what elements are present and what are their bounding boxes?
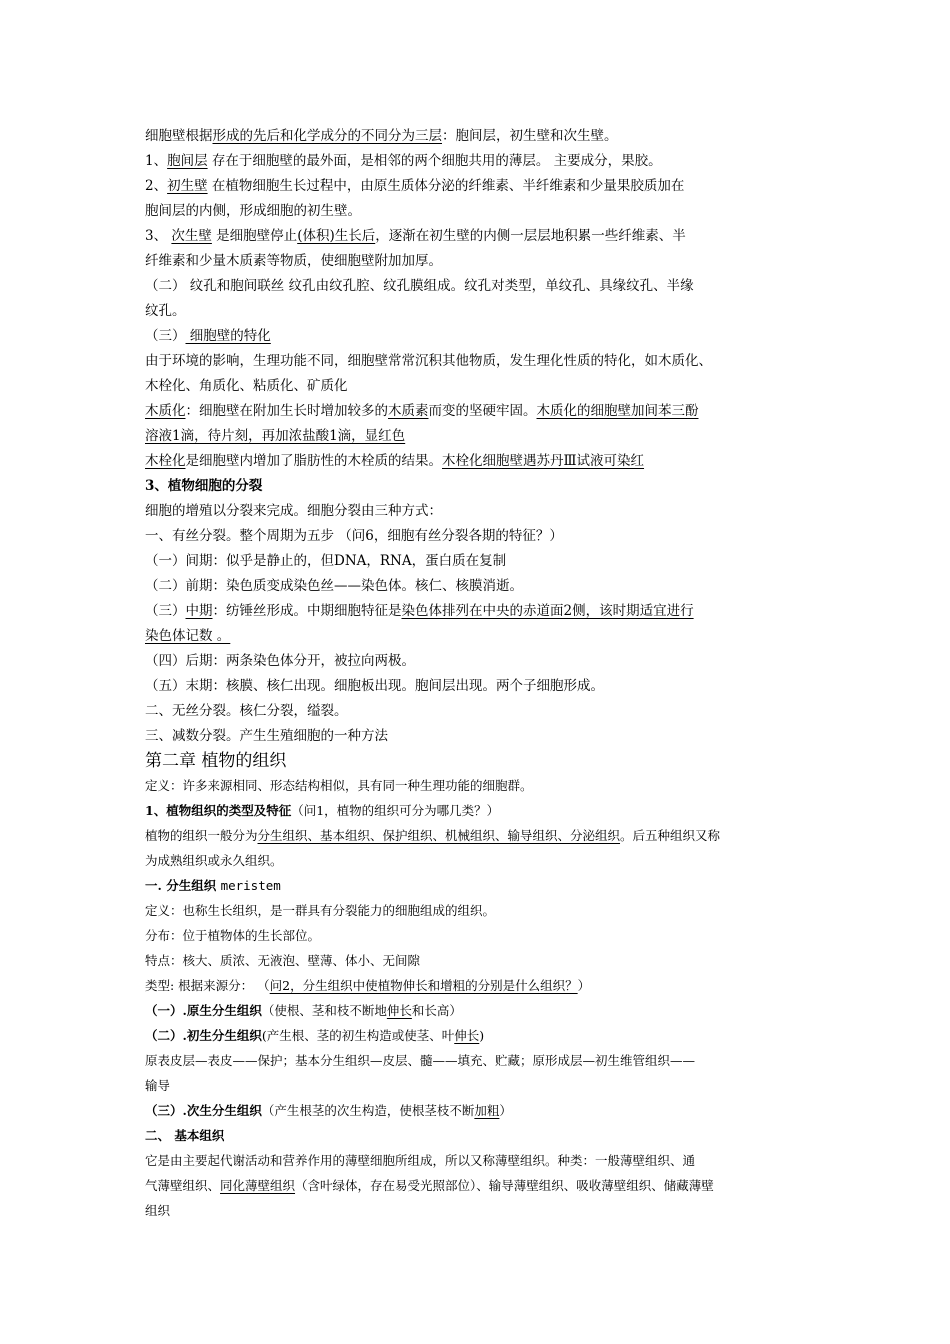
bold-text: （二）.初生分生组织 xyxy=(145,1028,262,1043)
underlined-text: 细胞壁的特化 xyxy=(185,328,271,344)
text-line xyxy=(145,1176,714,1196)
text-line: 木栓化、角质化、粘质化、矿质化 xyxy=(145,378,348,394)
underlined-text: 染色体记数 。 xyxy=(145,628,231,644)
text-line: 原表皮层—表皮——保护；基本分生组织—皮层、髓——填充、贮藏；原形成层—初生维管组织—— xyxy=(145,1053,696,1068)
text: （三） xyxy=(145,603,186,619)
text: 2、 xyxy=(145,178,168,194)
underlined-text: 同化薄壁组织 xyxy=(220,1178,296,1193)
text: 而变的坚硬牢固。 xyxy=(428,403,537,419)
subheading-meristem xyxy=(145,876,281,896)
text-line xyxy=(145,826,720,846)
paragraph-suberization xyxy=(145,451,644,471)
underlined-text: 问2，分生组织中使植物伸长和增粗的分别是什么组织？ xyxy=(269,978,578,993)
term-middle-lamella: 胞间层 xyxy=(167,153,208,169)
text: ) xyxy=(479,1028,485,1043)
text-line xyxy=(145,626,230,646)
text: meristem xyxy=(220,878,281,893)
text-line: 细胞的增殖以分裂来完成。细胞分裂由三种方式： xyxy=(145,503,442,519)
text: 是细胞壁停止 xyxy=(211,228,298,244)
text: （问1，植物的组织可分为哪几类？） xyxy=(291,803,500,818)
item-primary-wall xyxy=(145,176,684,196)
text-line: 定义：也称生长组织，是一群具有分裂能力的细胞组成的组织。 xyxy=(145,903,496,918)
text-line: 三、减数分裂。产生生殖细胞的一种方法 xyxy=(145,728,388,744)
term-metaphase: 中期 xyxy=(185,603,213,619)
text: 1、 xyxy=(145,153,168,169)
item-metaphase xyxy=(145,601,694,621)
item-promeristem xyxy=(145,1001,462,1021)
text-line xyxy=(145,426,405,446)
term-lignin: 木质素 xyxy=(388,403,429,419)
text-line: 纤维素和少量木质素等物质，使细胞壁附加加厚。 xyxy=(145,253,442,269)
text: ：胞间层，初生壁和次生壁。 xyxy=(442,128,618,144)
text-line: 它是由主要起代谢活动和营养作用的薄壁细胞所组成，所以又称薄壁组织。种类：一般薄壁组织、通 xyxy=(145,1153,696,1168)
section-heading-tissue-types xyxy=(145,801,499,821)
chapter-title: 第二章 植物的组织 xyxy=(145,751,287,771)
text: ：细胞壁在附加生长时增加较多的 xyxy=(185,403,388,419)
text: 类型: 根据来源分： （ xyxy=(145,978,270,993)
term-primary-wall: 初生壁 xyxy=(167,178,208,194)
item-secondary-wall xyxy=(145,226,686,246)
section-heading-cell-division: 3、植物细胞的分裂 xyxy=(145,478,263,494)
item-middle-lamella xyxy=(145,151,662,171)
bold-text: 1、植物组织的类型及特征 xyxy=(145,803,292,818)
text-line-definition: 定义：许多来源相同、形态结构相似，具有同一种生理功能的细胞群。 xyxy=(145,778,533,793)
text: ） xyxy=(499,1103,512,1118)
paragraph-cell-wall-layers xyxy=(145,126,618,146)
underlined-text: 分生组织、基本组织、保护组织、机械组织、输导组织、分泌组织 xyxy=(257,828,621,843)
text: （三） xyxy=(145,328,186,344)
underlined-text: 伸长 xyxy=(386,1003,412,1018)
subheading-wall-specialization xyxy=(145,326,271,346)
text-line: （五）末期：核膜、核仁出现。细胞板出现。胞间层出现。两个子细胞形成。 xyxy=(145,678,604,694)
text: 是细胞壁内增加了脂肪性的木栓质的结果。 xyxy=(185,453,442,469)
text-line: 胞间层的内侧，形成细胞的初生壁。 xyxy=(145,203,361,219)
bold-text: （一）.原生分生组织 xyxy=(145,1003,262,1018)
term-secondary-wall: 次生壁 xyxy=(171,228,212,244)
term-lignification: 木质化 xyxy=(145,403,186,419)
text: (产生根、茎的初生构造或使茎、叶 xyxy=(261,1028,455,1043)
text-line: 输导 xyxy=(145,1078,171,1093)
text: 细胞壁根据 xyxy=(145,128,213,144)
paragraph-lignification xyxy=(145,401,699,421)
text-line-pits: （二） 纹孔和胞间联丝 纹孔由纹孔腔、纹孔膜组成。纹孔对类型，单纹孔、具缘纹孔、半缘 xyxy=(145,278,694,294)
text: 植物的组织一般分为 xyxy=(145,828,258,843)
underlined-text: 木质化的细胞壁加间苯三酚 xyxy=(536,403,699,419)
text: ） xyxy=(577,978,591,993)
bold-text: （三）.次生分生组织 xyxy=(145,1103,262,1118)
text-line: （四）后期：两条染色体分开，被拉向两极。 xyxy=(145,653,415,669)
underlined-text: 溶液1滴，待片刻，再加浓盐酸1滴，显红色 xyxy=(145,428,406,444)
text: 存在于细胞壁的最外面，是相邻的两个细胞共用的薄层。 主要成分，果胶。 xyxy=(207,153,662,169)
underlined-text: 木栓化细胞壁遇苏丹Ⅲ试液可染红 xyxy=(442,453,645,469)
text-line: （一）间期：似乎是静止的，但DNA，RNA，蛋白质在复制 xyxy=(145,553,507,569)
underlined-text: 伸长 xyxy=(454,1028,480,1043)
text-line xyxy=(145,976,590,996)
text: 和长高） xyxy=(411,1003,462,1018)
text: 气薄壁组织、 xyxy=(145,1178,221,1193)
text-line: 特点：核大、质浓、无液泡、壁薄、体小、无间隙 xyxy=(145,953,421,968)
text-line: 由于环境的影响，生理功能不同，细胞壁常常沉积其他物质，发生理化性质的特化，如木质化、 xyxy=(145,353,712,369)
text: （使根、茎和枝不断地 xyxy=(261,1003,387,1018)
text: （含叶绿体，存在易受光照部位）、输导薄壁组织、吸收薄壁组织、储藏薄壁 xyxy=(295,1178,714,1193)
underlined-text: 加粗 xyxy=(474,1103,500,1118)
text: （产生根茎的次生构造，使根茎枝不断 xyxy=(261,1103,475,1118)
text-line: 一、有丝分裂。整个周期为五步 （问6，细胞有丝分裂各期的特征？） xyxy=(145,528,563,544)
text-line: 分布：位于植物体的生长部位。 xyxy=(145,928,321,943)
underlined-text: 染色体排列在中央的赤道面2侧，该时期适宜进行 xyxy=(401,603,694,619)
text: 。后五种组织又称 xyxy=(620,828,721,843)
text-line: 为成熟组织或永久组织。 xyxy=(145,853,283,868)
item-secondary-meristem xyxy=(145,1101,512,1121)
text-line: 纹孔。 xyxy=(145,303,186,319)
text: 3、 xyxy=(145,228,172,244)
term-suberization: 木栓化 xyxy=(145,453,186,469)
text: ，逐渐在初生壁的内侧一层层地积累一些纤维素、半 xyxy=(375,228,686,244)
text: ：纺锤丝形成。中期细胞特征是 xyxy=(212,603,402,619)
underlined-text: (体积)生长后 xyxy=(297,228,376,244)
subheading-ground-tissue: 二、 基本组织 xyxy=(145,1128,225,1143)
text-line: 组织 xyxy=(145,1203,171,1218)
item-primary-meristem xyxy=(145,1026,484,1046)
underlined-text: 形成的先后和化学成分的不同分为三层 xyxy=(212,128,442,144)
text-line: （二）前期：染色质变成染色丝——染色体。核仁、核膜消逝。 xyxy=(145,578,523,594)
bold-text: 一. 分生组织 xyxy=(145,878,221,893)
text: 在植物细胞生长过程中，由原生质体分泌的纤维素、半纤维素和少量果胶质加在 xyxy=(207,178,685,194)
text-line: 二、无丝分裂。核仁分裂，缢裂。 xyxy=(145,703,348,719)
